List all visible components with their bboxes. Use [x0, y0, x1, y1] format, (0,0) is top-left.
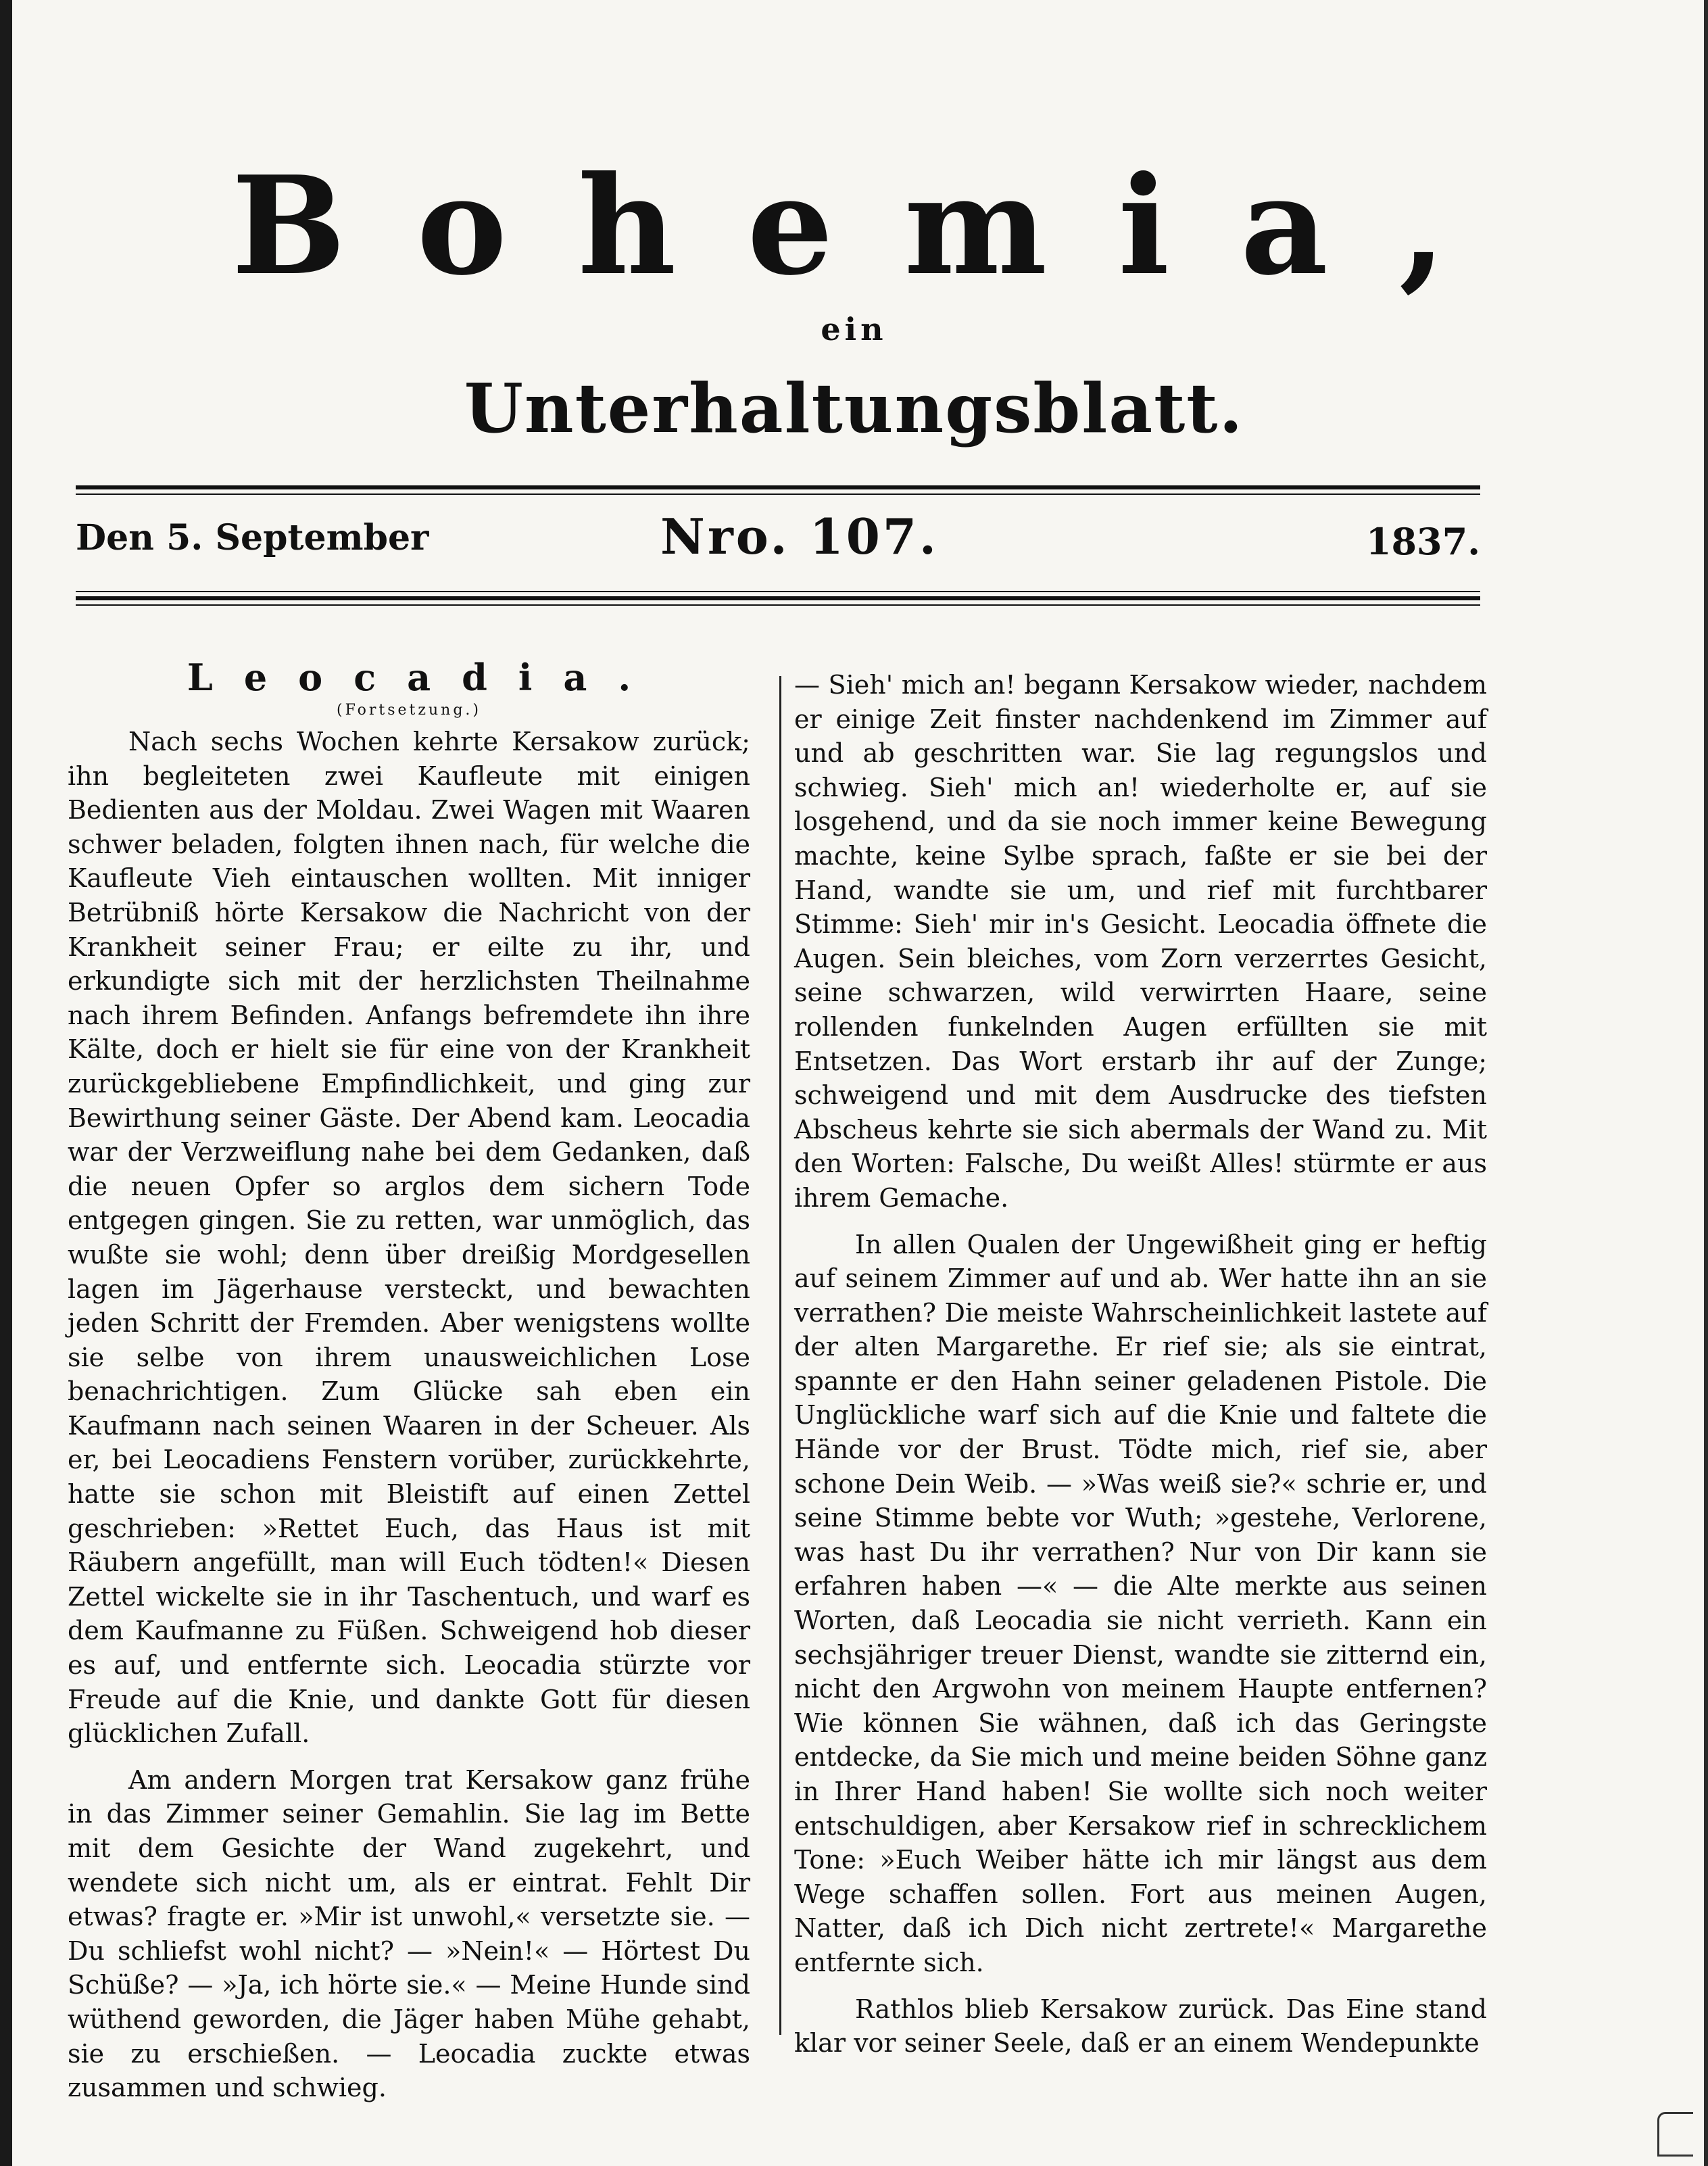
bottom-rule-thin-2 [76, 604, 1480, 606]
paragraph: Am andern Morgen trat Kersakow ganz frühe in das Zimmer seiner Gemahlin. Sie lag im Bette mit dem Gesichte der Wand zugekehrt, und wendete sich nicht um, als er eintrat. Fehlt Dir etwas? fragte er. »Mir ist unwohl,« versetzte sie. — Du schliefst wohl nicht? — »Nein!« — Hörtest Du Schüße? — »Ja, ich hörte sie.« — Meine Hunde sind wüthend geworden, die Jäger haben Mühe gehabt, sie zu erschießen. — Leocadia zuckte etwas zusammen und schwieg. [68, 1764, 750, 2103]
left-column [68, 656, 750, 2105]
bottom-rule-thin-1 [76, 591, 1480, 592]
top-rule-thick [76, 485, 1480, 489]
masthead-ein: ein [821, 311, 887, 347]
issue-year: 1837. [1365, 520, 1480, 563]
right-column [794, 668, 1487, 2061]
column-divider [779, 676, 781, 2035]
masthead-title: Bohemia, [231, 147, 1517, 306]
top-rule-thin [76, 494, 1480, 495]
paragraph: Rathlos blieb Kersakow zurück. Das Eine stand klar vor seiner Seele, daß er an einem Wendepunkte [794, 1994, 1487, 2059]
issue-date: Den 5. September [76, 517, 429, 558]
masthead-subtitle: Unterhaltungsblatt. [464, 368, 1244, 448]
issue-number: Nro. 107. [660, 508, 939, 565]
paragraph: In allen Qualen der Ungewißheit ging er heftig auf seinem Zimmer auf und ab. Wer hatte ihn an sie verrathen? Die meiste Wahrscheinlichkeit lastete auf der alten Margarethe. Er rief sie; als sie eintrat, spannte er den Hahn seiner geladenen Pistole. Die Unglückliche warf sich auf die Knie und faltete die Hände vor der Brust. Tödte mich, rief sie, aber schone Dein Weib. — »Was weiß sie?« schrie er, und seine Stimme bebte vor Wuth; »gestehe, Verlorene, was hast Du ihr verrathen? Nur von Dir kann sie erfahren haben —« — die Alte merkte aus seinen Worten, daß Leocadia sie nicht verrieth. Kann ein sechsjähriger treuer Dienst, wandte sie zitternd ein, nicht den Argwohn von meinem Haupte entfernen? Wie können Sie wähnen, daß ich das Geringste entdecke, da Sie mich und meine beiden Söhne ganz in Ihrer Hand haben! Sie wollte sich noch weiter entschuldigen, aber Kersakow rief in schrecklichem Tone: »Euch Weiber hätte ich mir längst aus dem Wege schaffen sollen. Fort aus meinen Augen, Natter, daß ich Dich nicht zertrete!« Margarethe entfernte sich. [794, 1229, 1487, 1977]
article-note: (Fortsetzung.) [337, 702, 481, 719]
dateline [76, 510, 1480, 571]
article-title: Leocadia. [187, 656, 662, 699]
paragraph: Nach sechs Wochen kehrte Kersakow zurück; ihn begleiteten zwei Kaufleute mit einigen Bedienten aus der Moldau. Zwei Wagen mit Waaren schwer beladen, folgten ihnen nach, für welche die Kaufleute Vieh eintauschen wollten. Mit inniger Betrübniß hörte Kersakow die Nachricht von der Krankheit seiner Frau; er eilte zu ihr, und erkundigte sich mit der herzlichsten Theilnahme nach ihrem Befinden. Anfangs befremdete ihn ihre Kälte, doch er hielt sie für eine von der Krankheit zurückgebliebene Empfindlichkeit, und ging zur Bewirthung seiner Gäste. Der Abend kam. Leocadia war der Verzweiflung nahe bei dem Gedanken, daß die neuen Opfer so arglos dem sichern Tode entgegen gingen. Sie zu retten, war unmöglich, das wußte sie wohl; denn über dreißig Mordgesellen lagen im Jägerhause versteckt, und bewachten jeden Schritt der Fremden. Aber wenigstens wollte sie selbe von ihrem unausweichlichen Lose benachrichtigen. Zum Glücke sah eben ein Kaufmann nach seinen Waaren in der Scheuer. Als er, bei Leocadiens Fenstern vorüber, zurückkehrte, hatte sie schon mit Bleistift auf einen Zettel geschrieben: »Rettet Euch, das Haus ist mit Räubern angefüllt, man will Euch tödten!« Diesen Zettel wickelte sie in ihr Taschentuch, und warf es dem Kaufmanne zu Füßen. Schweigend hob dieser es auf, und entfernte sich. Leocadia stürzte vor Freude auf die Knie, und dankte Gott für diesen glücklichen Zufall. [68, 727, 750, 1749]
bottom-rule-thick [76, 596, 1480, 600]
paragraph: — Sieh' mich an! begann Kersakow wieder, nachdem er einige Zeit finster nachdenkend im Zimmer auf und ab geschritten war. Sie lag regungslos und schwieg. Sieh' mich an! wiederholte er, auf sie losgehend, und da sie noch immer keine Bewegung machte, keine Sylbe sprach, faßte er sie bei der Hand, wandte sie um, und rief mit furchtbarer Stimme: Sieh' mir in's Gesicht. Leocadia öffnete die Augen. Sein bleiches, vom Zorn verzerrtes Gesicht, seine schwarzen, wild verwirrten Haare, seine rollenden funkelnden Augen erfüllten sie mit Entsetzen. Das Wort erstarb ihr auf der Zunge; schweigend und mit dem Ausdrucke des tiefsten Abscheus kehrte sie sich abermals der Wand zu. Mit den Worten: Falsche, Du weißt Alles! stürmte er aus ihrem Gemache. [794, 670, 1487, 1213]
page-corner-mark [1657, 2112, 1693, 2157]
